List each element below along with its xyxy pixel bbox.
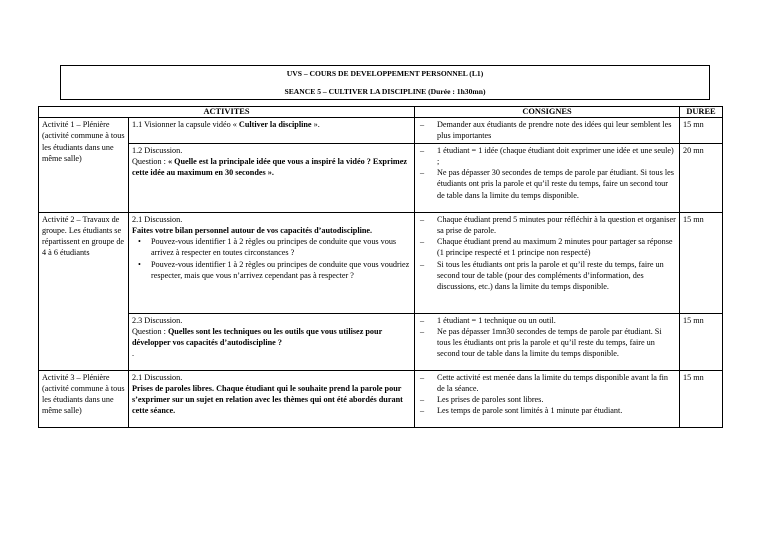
step-duree: 15 mn bbox=[680, 212, 723, 313]
table-row bbox=[39, 370, 723, 427]
step-title: 2.1 Discussion. bbox=[132, 372, 183, 382]
course-title: UVS – COURS DE DEVELOPPEMENT PERSONNEL (L1) bbox=[286, 69, 484, 78]
consigne-item: – Chaque étudiant prend au maximum 2 minutes pour partager sa réponse (1 principe respecté et 1 principe non respecté) bbox=[418, 236, 676, 259]
step-duree: 15 mn bbox=[680, 313, 723, 370]
table-row bbox=[39, 118, 723, 144]
step-description bbox=[129, 370, 415, 427]
step-question: Question : « Quelle est la principale idée que vous a inspiré la vidéo ? Exprimez cette idée au maximum en 30 secondes ». bbox=[132, 156, 407, 178]
step-title: 2.3 Discussion. bbox=[132, 315, 183, 325]
step-duree: 15 mn bbox=[680, 370, 723, 427]
document-header bbox=[60, 65, 710, 100]
step-duree: 15 mn bbox=[680, 118, 723, 144]
step-trailing: . bbox=[132, 349, 135, 359]
session-plan-table bbox=[38, 106, 723, 428]
step-description bbox=[129, 313, 415, 370]
consigne-item: – Chaque étudiant prend 5 minutes pour réfléchir à la question et organiser sa prise de parole. bbox=[418, 214, 676, 237]
column-header-consignes: CONSIGNES bbox=[415, 107, 680, 118]
consigne-item: – Cette activité est menée dans la limite du temps disponible avant la fin de la séance. bbox=[418, 372, 676, 395]
activity-label: Activité 1 – Plénière (activité commune à tous les étudiants dans une même salle) bbox=[39, 118, 129, 213]
step-consignes bbox=[415, 212, 680, 313]
step-title: 2.1 Discussion. bbox=[132, 214, 183, 224]
step-instruction: Prises de paroles libres. Chaque étudiant qui le souhaite prend la parole pour s’exprimer sur un sujet en relation avec les thèmes qui ont été abordés durant cette séance. bbox=[132, 383, 403, 416]
step-consignes bbox=[415, 118, 680, 144]
consigne-item: – Les temps de parole sont limités à 1 minute par étudiant. bbox=[418, 405, 676, 416]
table-header-row bbox=[39, 107, 723, 118]
table-row bbox=[39, 143, 723, 212]
step-description bbox=[129, 212, 415, 313]
step-description bbox=[129, 143, 415, 212]
step-instruction: Faites votre bilan personnel autour de vos capacités d’autodiscipline. bbox=[132, 225, 373, 235]
column-header-duree: DUREE bbox=[680, 107, 723, 118]
step-description: 1.1 Visionner la capsule vidéo « Cultiver la discipline ». bbox=[129, 118, 415, 144]
table-row bbox=[39, 212, 723, 313]
consigne-item: – Demander aux étudiants de prendre note des idées qui leur semblent les plus importantes bbox=[418, 119, 676, 142]
consigne-item: – Ne pas dépasser 1mn30 secondes de temps de parole par étudiant. Si tous les étudiants ont pris la parole et qu’il reste du temps, faire un second tour de table dans la limite du temps disponible. bbox=[418, 326, 676, 360]
consigne-item: – 1 étudiant = 1 idée (chaque étudiant doit exprimer une idée et une seule) ; bbox=[418, 145, 676, 168]
step-duree: 20 mn bbox=[680, 143, 723, 212]
table-row bbox=[39, 313, 723, 370]
step-title: 1.2 Discussion. bbox=[132, 145, 183, 155]
session-title: SEANCE 5 – CULTIVER LA DISCIPLINE (Durée : 1h30mn) bbox=[284, 87, 486, 96]
bullet-item: • Pouvez-vous identifier 1 à 2 règles ou principes de conduite que vous voudriez respecter, mais que vous n’arrivez cependant pas à respecter ? bbox=[132, 259, 411, 282]
activity-label: Activité 3 – Plénière (activité commune à tous les étudiants dans une même salle) bbox=[39, 370, 129, 427]
activity-label: Activité 2 – Travaux de groupe. Les étudiants se répartissent en groupe de 4 à 6 étudiants bbox=[39, 212, 129, 370]
step-question: Question : Quelles sont les techniques ou les outils que vous utilisez pour développer vos capacités d’autodiscipline ? bbox=[132, 326, 383, 348]
step-consignes bbox=[415, 143, 680, 212]
column-header-activites: ACTIVITES bbox=[39, 107, 415, 118]
consigne-item: – 1 étudiant = 1 technique ou un outil. bbox=[418, 315, 676, 326]
step-consignes bbox=[415, 370, 680, 427]
consigne-item: – Les prises de paroles sont libres. bbox=[418, 394, 676, 405]
step-consignes bbox=[415, 313, 680, 370]
consigne-item: – Ne pas dépasser 30 secondes de temps de parole par étudiant. Si tous les étudiants ont pris la parole et qu’il reste du temps, faire un second tour de table dans la limite du temps disponible. bbox=[418, 167, 676, 201]
bullet-item: • Pouvez-vous identifier 1 à 2 règles ou principes de conduite que vous vous arrivez à respecter en toutes circonstances ? bbox=[132, 236, 411, 259]
consigne-item: – Si tous les étudiants ont pris la parole et qu’il reste du temps, faire un second tour de table (pour des compléments d’information, des discussions, etc.) dans la limite du temps disponible. bbox=[418, 259, 676, 293]
